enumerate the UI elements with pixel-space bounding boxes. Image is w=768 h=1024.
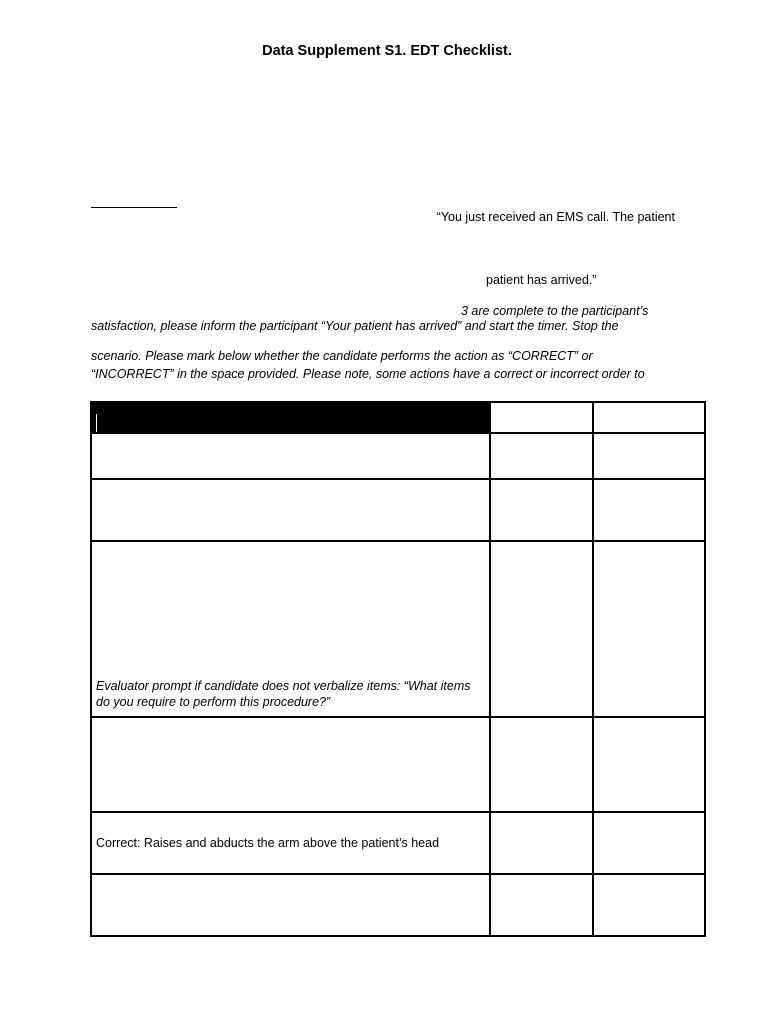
instruction-line-1: 3 are complete to the participant’s <box>461 304 649 318</box>
action-cell <box>91 433 490 479</box>
table-row <box>91 541 705 717</box>
correct-mark-cell[interactable] <box>490 717 593 812</box>
table-row <box>91 479 705 541</box>
correct-mark-cell[interactable] <box>490 541 593 717</box>
action-cell <box>91 479 490 541</box>
action-cell <box>91 717 490 812</box>
table-row <box>91 433 705 479</box>
table-row <box>91 874 705 936</box>
table-row <box>91 717 705 812</box>
action-cell <box>91 874 490 936</box>
correct-mark-cell[interactable] <box>490 874 593 936</box>
header-cell-incorrect <box>593 402 705 433</box>
incorrect-mark-cell[interactable] <box>593 717 705 812</box>
instruction-line-2: satisfaction, please inform the participant “Your patient has arrived” and start the timer. Stop the <box>91 319 619 333</box>
instruction-line-3: scenario. Please mark below whether the candidate performs the action as “CORRECT” or <box>91 349 593 363</box>
incorrect-mark-cell[interactable] <box>593 433 705 479</box>
document-title: Data Supplement S1. EDT Checklist. <box>262 43 512 59</box>
incorrect-mark-cell[interactable] <box>593 812 705 874</box>
correct-mark-cell[interactable] <box>490 479 593 541</box>
scenario-line-1: “You just received an EMS call. The patient <box>436 210 675 224</box>
action-cell: Correct: Raises and abducts the arm above the patient’s head <box>91 812 490 874</box>
header-cell-action <box>91 402 490 433</box>
instruction-line-4: “INCORRECT” in the space provided. Please note, some actions have a correct or incorrect order to <box>91 367 645 381</box>
checklist-table <box>90 401 706 937</box>
header-cell-correct <box>490 402 593 433</box>
correct-mark-cell[interactable] <box>490 812 593 874</box>
correct-mark-cell[interactable] <box>490 433 593 479</box>
incorrect-mark-cell[interactable] <box>593 541 705 717</box>
incorrect-mark-cell[interactable] <box>593 479 705 541</box>
table-header-row <box>91 402 705 433</box>
underline-rule <box>91 207 177 208</box>
incorrect-mark-cell[interactable] <box>593 874 705 936</box>
text-cursor <box>96 414 97 432</box>
action-cell: Evaluator prompt if candidate does not verbalize items: “What items do you require to perform this procedure?” <box>91 541 490 717</box>
scenario-line-2: patient has arrived.” <box>486 273 597 287</box>
table-row <box>91 812 705 874</box>
